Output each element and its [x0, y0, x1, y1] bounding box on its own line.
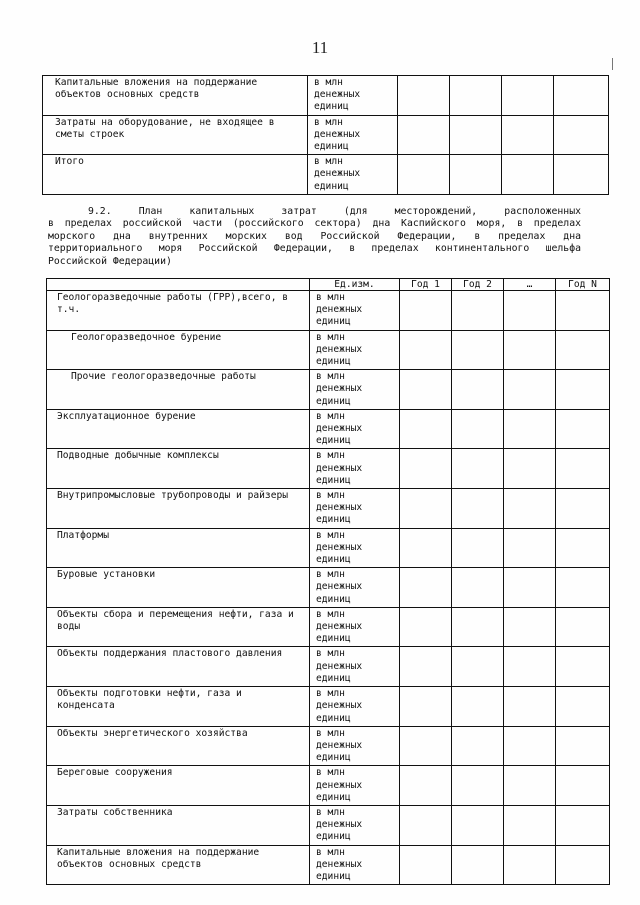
- table-row: [47, 370, 610, 410]
- section-9-2-heading: [48, 206, 581, 268]
- row-value-cell: [554, 76, 609, 116]
- row-name-cell: Подводные добычные комплексы: [47, 449, 310, 489]
- row-value-cell: [450, 155, 502, 195]
- row-name-cell: Прочие геологоразведочные работы: [47, 370, 310, 410]
- header-cell-ellipsis: …: [504, 279, 556, 291]
- table-row: [47, 845, 610, 885]
- row-value-cell: [400, 330, 452, 370]
- table-row: [47, 647, 610, 687]
- row-value-cell: [556, 647, 610, 687]
- row-value-cell: [504, 489, 556, 529]
- row-name-cell: Капитальные вложения на поддержание объектов основных средств: [43, 76, 308, 116]
- row-unit-cell: в млн денежных единиц: [308, 155, 398, 195]
- row-value-cell: [400, 607, 452, 647]
- row-value-cell: [400, 845, 452, 885]
- row-name-cell: Геологоразведочное бурение: [47, 330, 310, 370]
- row-name-cell: Капитальные вложения на поддержание объектов основных средств: [47, 845, 310, 885]
- row-name-cell: Объекты энергетического хозяйства: [47, 726, 310, 766]
- row-value-cell: [398, 115, 450, 155]
- row-unit-cell: в млн денежных единиц: [308, 76, 398, 116]
- row-value-cell: [452, 370, 504, 410]
- row-name-cell: Объекты поддержания пластового давления: [47, 647, 310, 687]
- table-row: [47, 449, 610, 489]
- row-value-cell: [400, 291, 452, 331]
- row-name-cell: Затраты собственника: [47, 805, 310, 845]
- row-value-cell: [504, 568, 556, 608]
- table-header-row: [47, 279, 610, 291]
- row-name-cell: Буровые установки: [47, 568, 310, 608]
- header-cell-year-n: Год N: [556, 279, 610, 291]
- row-value-cell: [504, 370, 556, 410]
- row-name-cell: Объекты сбора и перемещения нефти, газа и воды: [47, 607, 310, 647]
- row-unit-cell: в млн денежных единиц: [310, 370, 400, 410]
- row-name-cell: Итого: [43, 155, 308, 195]
- row-value-cell: [502, 76, 554, 116]
- row-value-cell: [556, 528, 610, 568]
- row-value-cell: [504, 449, 556, 489]
- row-value-cell: [450, 76, 502, 116]
- row-value-cell: [504, 607, 556, 647]
- table-row: [47, 409, 610, 449]
- table-row: [47, 489, 610, 529]
- row-value-cell: [556, 370, 610, 410]
- row-value-cell: [452, 687, 504, 727]
- row-value-cell: [452, 528, 504, 568]
- row-name-cell: Эксплуатационное бурение: [47, 409, 310, 449]
- row-value-cell: [556, 766, 610, 806]
- row-value-cell: [504, 805, 556, 845]
- row-value-cell: [556, 291, 610, 331]
- row-value-cell: [504, 687, 556, 727]
- row-value-cell: [452, 607, 504, 647]
- row-value-cell: [452, 766, 504, 806]
- capital-costs-plan-table: [46, 278, 610, 885]
- capital-costs-continuation-table: [42, 75, 609, 195]
- row-value-cell: [504, 766, 556, 806]
- row-value-cell: [450, 115, 502, 155]
- section-line: в пределах российской части (российского сектора) дна Каспийского моря, в пределах: [48, 218, 581, 230]
- table-row: [47, 687, 610, 727]
- row-value-cell: [504, 528, 556, 568]
- table-row: [43, 76, 609, 116]
- section-line: 9.2. План капитальных затрат (для месторождений, расположенных: [88, 206, 581, 217]
- row-value-cell: [400, 647, 452, 687]
- row-value-cell: [398, 76, 450, 116]
- row-value-cell: [400, 805, 452, 845]
- row-value-cell: [554, 155, 609, 195]
- row-value-cell: [504, 409, 556, 449]
- row-unit-cell: в млн денежных единиц: [310, 568, 400, 608]
- row-value-cell: [452, 805, 504, 845]
- header-cell-name: [47, 279, 310, 291]
- row-value-cell: [400, 409, 452, 449]
- row-value-cell: [502, 115, 554, 155]
- row-name-cell: Затраты на оборудование, не входящее в сметы строек: [43, 115, 308, 155]
- row-unit-cell: в млн денежных единиц: [310, 449, 400, 489]
- row-value-cell: [556, 607, 610, 647]
- row-name-cell: Платформы: [47, 528, 310, 568]
- table-row: [47, 568, 610, 608]
- row-value-cell: [504, 726, 556, 766]
- row-value-cell: [400, 449, 452, 489]
- row-value-cell: [452, 489, 504, 529]
- section-line: территориального моря Российской Федерации, в пределах континентального шельфа: [48, 243, 581, 255]
- scan-edge-mark: [612, 58, 613, 70]
- row-value-cell: [452, 726, 504, 766]
- row-name-cell: Геологоразведочные работы (ГРР),всего, в т.ч.: [47, 291, 310, 331]
- row-value-cell: [400, 489, 452, 529]
- row-value-cell: [502, 155, 554, 195]
- row-value-cell: [400, 528, 452, 568]
- row-unit-cell: в млн денежных единиц: [310, 528, 400, 568]
- row-value-cell: [556, 805, 610, 845]
- row-value-cell: [400, 568, 452, 608]
- row-value-cell: [504, 647, 556, 687]
- row-value-cell: [556, 687, 610, 727]
- row-value-cell: [400, 687, 452, 727]
- table-row: [43, 115, 609, 155]
- row-value-cell: [452, 449, 504, 489]
- row-unit-cell: в млн денежных единиц: [310, 489, 400, 529]
- row-name-cell: Внутрипромысловые трубопроводы и райзеры: [47, 489, 310, 529]
- row-value-cell: [504, 291, 556, 331]
- row-value-cell: [504, 330, 556, 370]
- header-cell-unit: Ед.изм.: [310, 279, 400, 291]
- page-number: 11: [311, 38, 329, 57]
- row-unit-cell: в млн денежных единиц: [310, 726, 400, 766]
- row-unit-cell: в млн денежных единиц: [310, 607, 400, 647]
- row-unit-cell: в млн денежных единиц: [310, 687, 400, 727]
- row-value-cell: [452, 568, 504, 608]
- row-value-cell: [452, 291, 504, 331]
- table-row: [43, 155, 609, 195]
- table-row: [47, 291, 610, 331]
- row-value-cell: [400, 766, 452, 806]
- row-unit-cell: в млн денежных единиц: [310, 291, 400, 331]
- row-value-cell: [556, 409, 610, 449]
- table-row: [47, 726, 610, 766]
- header-cell-year-2: Год 2: [452, 279, 504, 291]
- row-value-cell: [452, 409, 504, 449]
- row-unit-cell: в млн денежных единиц: [310, 805, 400, 845]
- header-cell-year-1: Год 1: [400, 279, 452, 291]
- row-value-cell: [556, 568, 610, 608]
- row-unit-cell: в млн денежных единиц: [308, 115, 398, 155]
- row-value-cell: [452, 845, 504, 885]
- section-line: Российской Федерации): [48, 255, 172, 267]
- row-value-cell: [556, 845, 610, 885]
- row-value-cell: [398, 155, 450, 195]
- row-value-cell: [452, 330, 504, 370]
- row-unit-cell: в млн денежных единиц: [310, 330, 400, 370]
- row-value-cell: [504, 845, 556, 885]
- row-value-cell: [452, 647, 504, 687]
- row-value-cell: [556, 330, 610, 370]
- row-unit-cell: в млн денежных единиц: [310, 766, 400, 806]
- row-value-cell: [400, 726, 452, 766]
- table-row: [47, 766, 610, 806]
- row-value-cell: [554, 115, 609, 155]
- row-unit-cell: в млн денежных единиц: [310, 845, 400, 885]
- table-row: [47, 805, 610, 845]
- row-value-cell: [400, 370, 452, 410]
- row-name-cell: Объекты подготовки нефти, газа и конденсата: [47, 687, 310, 727]
- row-value-cell: [556, 489, 610, 529]
- table-row: [47, 607, 610, 647]
- table-row: [47, 330, 610, 370]
- row-value-cell: [556, 449, 610, 489]
- row-value-cell: [556, 726, 610, 766]
- row-unit-cell: в млн денежных единиц: [310, 647, 400, 687]
- row-unit-cell: в млн денежных единиц: [310, 409, 400, 449]
- table-row: [47, 528, 610, 568]
- section-line: морского дна внутренних морских вод Российской Федерации, в пределах дна: [48, 230, 581, 242]
- row-name-cell: Береговые сооружения: [47, 766, 310, 806]
